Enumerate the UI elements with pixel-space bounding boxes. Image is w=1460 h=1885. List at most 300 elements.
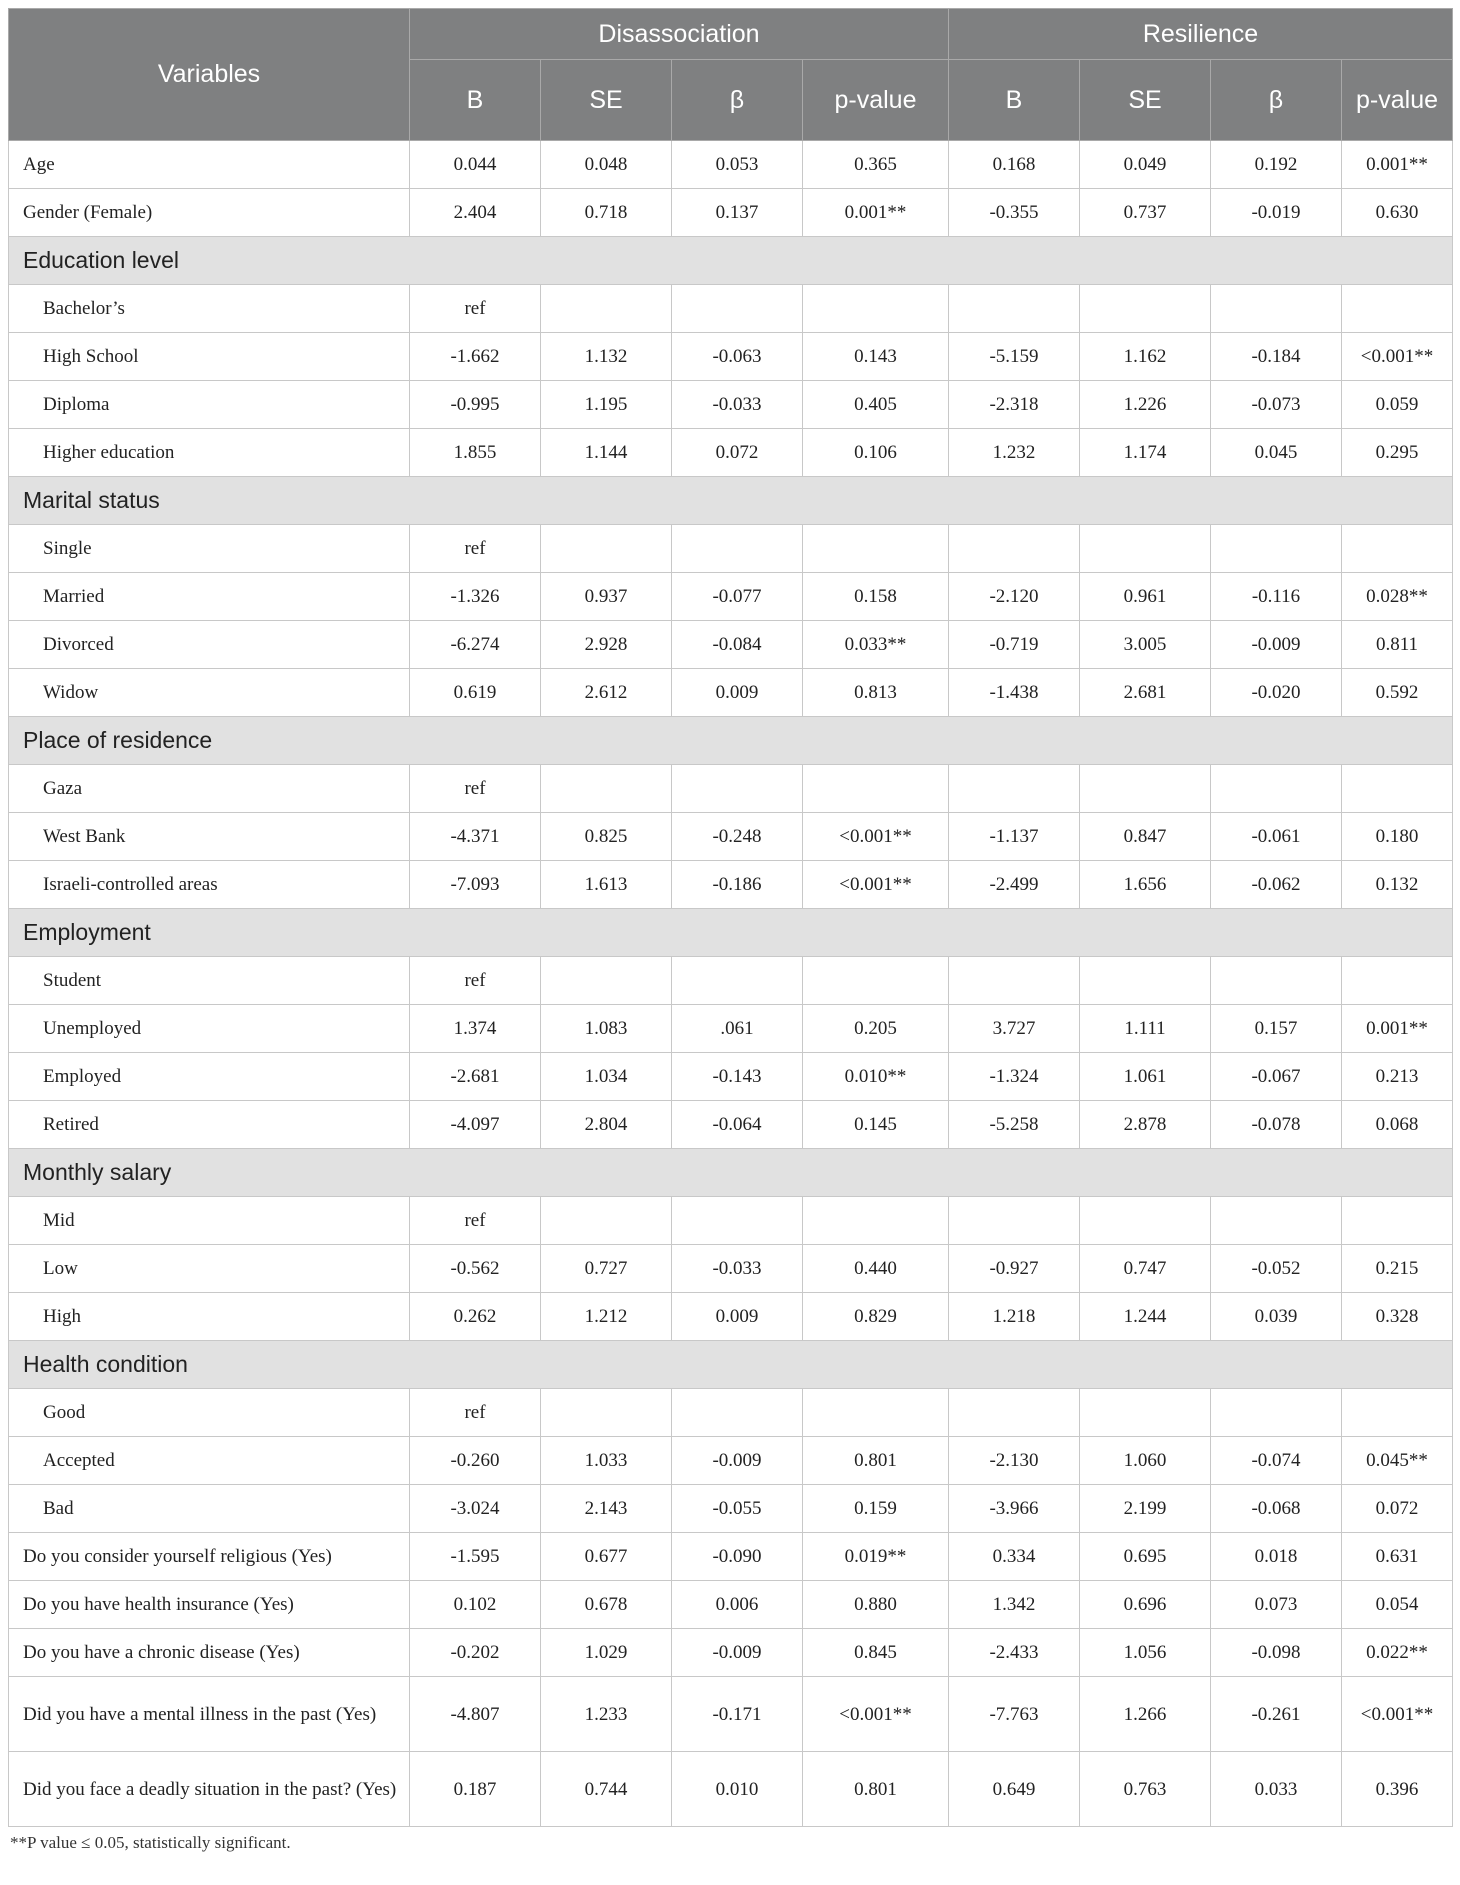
table-cell: -0.562 bbox=[410, 1245, 541, 1293]
table-cell bbox=[672, 1389, 803, 1437]
table-cell: 0.006 bbox=[672, 1581, 803, 1629]
table-cell bbox=[1342, 957, 1453, 1005]
table-row bbox=[9, 765, 1453, 813]
table-cell: 2.612 bbox=[541, 669, 672, 717]
table-cell: <0.001** bbox=[1342, 333, 1453, 381]
table-cell: -1.137 bbox=[949, 813, 1080, 861]
table-cell: 0.829 bbox=[803, 1293, 949, 1341]
section-label: Monthly salary bbox=[9, 1149, 1453, 1197]
regression-table-container bbox=[8, 8, 1452, 1853]
table-cell bbox=[949, 765, 1080, 813]
table-cell: -5.159 bbox=[949, 333, 1080, 381]
regression-table bbox=[8, 8, 1453, 1827]
col-header-b: B bbox=[949, 60, 1080, 141]
col-header-beta: β bbox=[672, 60, 803, 141]
table-cell: 0.132 bbox=[1342, 861, 1453, 909]
table-cell: 2.681 bbox=[1080, 669, 1211, 717]
table-cell: 0.053 bbox=[672, 141, 803, 189]
table-cell: 1.226 bbox=[1080, 381, 1211, 429]
table-row bbox=[9, 1752, 1453, 1827]
table-cell: -0.355 bbox=[949, 189, 1080, 237]
table-cell: -0.055 bbox=[672, 1485, 803, 1533]
table-cell: -0.019 bbox=[1211, 189, 1342, 237]
table-cell bbox=[1211, 957, 1342, 1005]
section-row bbox=[9, 1341, 1453, 1389]
table-cell: -0.061 bbox=[1211, 813, 1342, 861]
table-cell: 1.195 bbox=[541, 381, 672, 429]
table-cell: 0.747 bbox=[1080, 1245, 1211, 1293]
table-row bbox=[9, 381, 1453, 429]
table-cell bbox=[1342, 1389, 1453, 1437]
table-cell: 0.845 bbox=[803, 1629, 949, 1677]
table-cell bbox=[672, 525, 803, 573]
table-cell: 1.144 bbox=[541, 429, 672, 477]
table-cell bbox=[1211, 285, 1342, 333]
variable-label: Divorced bbox=[9, 621, 410, 669]
table-cell: 0.073 bbox=[1211, 1581, 1342, 1629]
table-cell: -6.274 bbox=[410, 621, 541, 669]
table-cell: <0.001** bbox=[803, 861, 949, 909]
variable-label: Retired bbox=[9, 1101, 410, 1149]
table-cell: 1.232 bbox=[949, 429, 1080, 477]
table-cell: 2.404 bbox=[410, 189, 541, 237]
table-cell: -0.033 bbox=[672, 1245, 803, 1293]
variable-label: Did you have a mental illness in the past (Yes) bbox=[9, 1677, 410, 1752]
table-cell: -0.064 bbox=[672, 1101, 803, 1149]
table-cell: -0.202 bbox=[410, 1629, 541, 1677]
table-cell bbox=[803, 285, 949, 333]
table-cell bbox=[949, 1197, 1080, 1245]
table-cell: 0.033 bbox=[1211, 1752, 1342, 1827]
col-header-b: B bbox=[410, 60, 541, 141]
table-cell bbox=[541, 1389, 672, 1437]
table-cell: 0.295 bbox=[1342, 429, 1453, 477]
table-row bbox=[9, 813, 1453, 861]
table-cell bbox=[672, 285, 803, 333]
section-label: Place of residence bbox=[9, 717, 1453, 765]
table-row bbox=[9, 621, 1453, 669]
table-row bbox=[9, 1005, 1453, 1053]
table-cell: 0.106 bbox=[803, 429, 949, 477]
table-cell: -0.020 bbox=[1211, 669, 1342, 717]
table-cell: 1.033 bbox=[541, 1437, 672, 1485]
table-cell: ref bbox=[410, 957, 541, 1005]
section-label: Education level bbox=[9, 237, 1453, 285]
table-cell: 0.213 bbox=[1342, 1053, 1453, 1101]
table-cell: 0.334 bbox=[949, 1533, 1080, 1581]
disassociation-header: Disassociation bbox=[410, 9, 949, 60]
table-cell: -0.033 bbox=[672, 381, 803, 429]
table-cell: -1.662 bbox=[410, 333, 541, 381]
table-cell: 0.880 bbox=[803, 1581, 949, 1629]
table-cell: 0.022** bbox=[1342, 1629, 1453, 1677]
table-cell: 0.049 bbox=[1080, 141, 1211, 189]
variable-label: Single bbox=[9, 525, 410, 573]
table-row bbox=[9, 1677, 1453, 1752]
table-cell: 0.215 bbox=[1342, 1245, 1453, 1293]
table-cell bbox=[541, 1197, 672, 1245]
table-cell: 1.218 bbox=[949, 1293, 1080, 1341]
table-cell bbox=[672, 765, 803, 813]
table-cell: 2.928 bbox=[541, 621, 672, 669]
table-cell bbox=[1211, 1389, 1342, 1437]
table-cell: 1.111 bbox=[1080, 1005, 1211, 1053]
table-cell: 0.631 bbox=[1342, 1533, 1453, 1581]
table-row bbox=[9, 669, 1453, 717]
table-cell: 0.143 bbox=[803, 333, 949, 381]
variable-label: Bad bbox=[9, 1485, 410, 1533]
table-cell: 0.009 bbox=[672, 1293, 803, 1341]
table-cell: -0.248 bbox=[672, 813, 803, 861]
section-row bbox=[9, 477, 1453, 525]
table-cell: -0.078 bbox=[1211, 1101, 1342, 1149]
table-cell: ref bbox=[410, 1197, 541, 1245]
table-row bbox=[9, 429, 1453, 477]
table-cell: 1.174 bbox=[1080, 429, 1211, 477]
table-cell: -0.090 bbox=[672, 1533, 803, 1581]
table-row bbox=[9, 141, 1453, 189]
table-cell bbox=[1080, 285, 1211, 333]
table-cell: 0.961 bbox=[1080, 573, 1211, 621]
table-cell: -4.097 bbox=[410, 1101, 541, 1149]
table-cell: -0.186 bbox=[672, 861, 803, 909]
table-cell: 0.727 bbox=[541, 1245, 672, 1293]
table-cell bbox=[949, 525, 1080, 573]
table-cell: 0.763 bbox=[1080, 1752, 1211, 1827]
variable-label: Widow bbox=[9, 669, 410, 717]
table-cell: 0.696 bbox=[1080, 1581, 1211, 1629]
footnote: **P value ≤ 0.05, statistically significant. bbox=[10, 1833, 291, 1852]
variable-label: Unemployed bbox=[9, 1005, 410, 1053]
table-row bbox=[9, 1581, 1453, 1629]
section-row bbox=[9, 237, 1453, 285]
table-cell: 0.205 bbox=[803, 1005, 949, 1053]
table-cell: -0.927 bbox=[949, 1245, 1080, 1293]
table-cell: 0.440 bbox=[803, 1245, 949, 1293]
table-cell: 0.159 bbox=[803, 1485, 949, 1533]
table-cell: 0.001** bbox=[803, 189, 949, 237]
table-cell: 1.034 bbox=[541, 1053, 672, 1101]
table-cell: -3.966 bbox=[949, 1485, 1080, 1533]
table-row bbox=[9, 1389, 1453, 1437]
table-cell bbox=[1342, 765, 1453, 813]
variable-label: Gender (Female) bbox=[9, 189, 410, 237]
table-cell: 1.083 bbox=[541, 1005, 672, 1053]
variable-label: Diploma bbox=[9, 381, 410, 429]
table-cell bbox=[1342, 285, 1453, 333]
table-cell bbox=[803, 525, 949, 573]
table-cell: -3.024 bbox=[410, 1485, 541, 1533]
section-row bbox=[9, 1149, 1453, 1197]
section-row bbox=[9, 717, 1453, 765]
table-cell: 0.044 bbox=[410, 141, 541, 189]
table-cell: 1.342 bbox=[949, 1581, 1080, 1629]
table-row bbox=[9, 1245, 1453, 1293]
table-cell: 0.010** bbox=[803, 1053, 949, 1101]
table-cell: -4.371 bbox=[410, 813, 541, 861]
table-cell: -0.077 bbox=[672, 573, 803, 621]
table-cell: -1.324 bbox=[949, 1053, 1080, 1101]
table-cell: 0.630 bbox=[1342, 189, 1453, 237]
table-cell: -0.260 bbox=[410, 1437, 541, 1485]
table-cell: 1.613 bbox=[541, 861, 672, 909]
section-label: Employment bbox=[9, 909, 1453, 957]
table-cell: 1.233 bbox=[541, 1677, 672, 1752]
table-cell: -1.438 bbox=[949, 669, 1080, 717]
table-cell: 1.374 bbox=[410, 1005, 541, 1053]
col-header-p-value: p-value bbox=[803, 60, 949, 141]
table-cell: -0.009 bbox=[672, 1629, 803, 1677]
variable-label: Married bbox=[9, 573, 410, 621]
table-cell: 1.061 bbox=[1080, 1053, 1211, 1101]
table-cell: 0.072 bbox=[672, 429, 803, 477]
table-cell: -2.120 bbox=[949, 573, 1080, 621]
table-cell: <0.001** bbox=[1342, 1677, 1453, 1752]
table-cell: -5.258 bbox=[949, 1101, 1080, 1149]
table-cell bbox=[1342, 1197, 1453, 1245]
table-cell: 0.718 bbox=[541, 189, 672, 237]
table-cell bbox=[949, 957, 1080, 1005]
section-label: Marital status bbox=[9, 477, 1453, 525]
variable-label: West Bank bbox=[9, 813, 410, 861]
variable-label: Did you face a deadly situation in the past? (Yes) bbox=[9, 1752, 410, 1827]
table-cell: 0.405 bbox=[803, 381, 949, 429]
table-row bbox=[9, 1629, 1453, 1677]
table-cell: 3.005 bbox=[1080, 621, 1211, 669]
variable-label: Do you consider yourself religious (Yes) bbox=[9, 1533, 410, 1581]
table-cell: 0.801 bbox=[803, 1437, 949, 1485]
col-header-p-value: p-value bbox=[1342, 60, 1453, 141]
table-cell: -0.995 bbox=[410, 381, 541, 429]
table-cell bbox=[1211, 1197, 1342, 1245]
variable-label: Do you have a chronic disease (Yes) bbox=[9, 1629, 410, 1677]
table-cell: -0.098 bbox=[1211, 1629, 1342, 1677]
table-cell bbox=[803, 1389, 949, 1437]
table-row bbox=[9, 861, 1453, 909]
table-cell: 0.168 bbox=[949, 141, 1080, 189]
table-row bbox=[9, 525, 1453, 573]
table-cell: -2.681 bbox=[410, 1053, 541, 1101]
table-cell: .061 bbox=[672, 1005, 803, 1053]
table-cell: -0.074 bbox=[1211, 1437, 1342, 1485]
table-cell: 0.192 bbox=[1211, 141, 1342, 189]
table-cell: <0.001** bbox=[803, 1677, 949, 1752]
table-cell: 0.001** bbox=[1342, 141, 1453, 189]
table-cell: ref bbox=[410, 1389, 541, 1437]
table-cell: -0.719 bbox=[949, 621, 1080, 669]
table-cell bbox=[672, 957, 803, 1005]
table-cell: 0.102 bbox=[410, 1581, 541, 1629]
table-row bbox=[9, 1485, 1453, 1533]
table-cell bbox=[541, 285, 672, 333]
table-cell: -4.807 bbox=[410, 1677, 541, 1752]
table-cell: 0.695 bbox=[1080, 1533, 1211, 1581]
table-cell bbox=[1211, 765, 1342, 813]
table-cell: 0.744 bbox=[541, 1752, 672, 1827]
table-cell: 0.001** bbox=[1342, 1005, 1453, 1053]
section-label: Health condition bbox=[9, 1341, 1453, 1389]
variable-label: High bbox=[9, 1293, 410, 1341]
variable-label: Do you have health insurance (Yes) bbox=[9, 1581, 410, 1629]
table-row bbox=[9, 1053, 1453, 1101]
table-cell: 2.878 bbox=[1080, 1101, 1211, 1149]
table-cell: <0.001** bbox=[803, 813, 949, 861]
table-cell bbox=[949, 1389, 1080, 1437]
table-row bbox=[9, 189, 1453, 237]
table-cell: 1.855 bbox=[410, 429, 541, 477]
table-row bbox=[9, 957, 1453, 1005]
table-cell: ref bbox=[410, 285, 541, 333]
table-cell bbox=[949, 285, 1080, 333]
table-cell: 0.649 bbox=[949, 1752, 1080, 1827]
table-cell: -0.009 bbox=[1211, 621, 1342, 669]
table-cell: 1.162 bbox=[1080, 333, 1211, 381]
table-row bbox=[9, 333, 1453, 381]
table-row bbox=[9, 1293, 1453, 1341]
table-cell: -0.068 bbox=[1211, 1485, 1342, 1533]
table-cell: -0.052 bbox=[1211, 1245, 1342, 1293]
table-body bbox=[9, 141, 1453, 1827]
table-cell: 0.187 bbox=[410, 1752, 541, 1827]
table-cell: -2.499 bbox=[949, 861, 1080, 909]
table-cell: 0.158 bbox=[803, 573, 949, 621]
table-cell: 2.143 bbox=[541, 1485, 672, 1533]
variable-label: Higher education bbox=[9, 429, 410, 477]
table-cell: 0.019** bbox=[803, 1533, 949, 1581]
col-header-se: SE bbox=[541, 60, 672, 141]
table-cell bbox=[1080, 765, 1211, 813]
variable-label: Accepted bbox=[9, 1437, 410, 1485]
table-row bbox=[9, 1437, 1453, 1485]
table-cell: -1.326 bbox=[410, 573, 541, 621]
table-cell: -7.093 bbox=[410, 861, 541, 909]
table-cell: 0.847 bbox=[1080, 813, 1211, 861]
table-cell: 0.145 bbox=[803, 1101, 949, 1149]
table-cell bbox=[803, 957, 949, 1005]
table-cell: 0.157 bbox=[1211, 1005, 1342, 1053]
variable-label: Good bbox=[9, 1389, 410, 1437]
table-cell: 0.048 bbox=[541, 141, 672, 189]
table-cell: 1.132 bbox=[541, 333, 672, 381]
table-cell bbox=[541, 525, 672, 573]
table-cell: -0.184 bbox=[1211, 333, 1342, 381]
table-cell: -2.130 bbox=[949, 1437, 1080, 1485]
table-cell: 0.033** bbox=[803, 621, 949, 669]
table-row bbox=[9, 573, 1453, 621]
table-cell: 0.678 bbox=[541, 1581, 672, 1629]
table-cell: -0.063 bbox=[672, 333, 803, 381]
variables-header: Variables bbox=[9, 9, 410, 141]
variable-label: Age bbox=[9, 141, 410, 189]
table-cell: 0.009 bbox=[672, 669, 803, 717]
table-cell: 0.813 bbox=[803, 669, 949, 717]
variable-label: Student bbox=[9, 957, 410, 1005]
table-cell: -1.595 bbox=[410, 1533, 541, 1581]
table-cell: -0.062 bbox=[1211, 861, 1342, 909]
variable-label: Israeli-controlled areas bbox=[9, 861, 410, 909]
table-cell: 1.266 bbox=[1080, 1677, 1211, 1752]
table-cell: 0.072 bbox=[1342, 1485, 1453, 1533]
col-header-se: SE bbox=[1080, 60, 1211, 141]
table-cell bbox=[803, 1197, 949, 1245]
table-row bbox=[9, 1533, 1453, 1581]
table-cell: 0.180 bbox=[1342, 813, 1453, 861]
table-cell: 1.244 bbox=[1080, 1293, 1211, 1341]
table-cell: 0.619 bbox=[410, 669, 541, 717]
table-cell: -0.171 bbox=[672, 1677, 803, 1752]
table-cell: 0.396 bbox=[1342, 1752, 1453, 1827]
table-cell: ref bbox=[410, 525, 541, 573]
table-cell bbox=[1080, 1389, 1211, 1437]
table-cell: 3.727 bbox=[949, 1005, 1080, 1053]
table-cell bbox=[541, 765, 672, 813]
table-cell: 1.029 bbox=[541, 1629, 672, 1677]
table-cell: 0.059 bbox=[1342, 381, 1453, 429]
table-cell: -0.084 bbox=[672, 621, 803, 669]
table-cell bbox=[1342, 525, 1453, 573]
table-cell: 1.056 bbox=[1080, 1629, 1211, 1677]
variable-label: High School bbox=[9, 333, 410, 381]
table-cell bbox=[1211, 525, 1342, 573]
table-cell: 0.592 bbox=[1342, 669, 1453, 717]
table-cell: 0.677 bbox=[541, 1533, 672, 1581]
table-cell: 0.028** bbox=[1342, 573, 1453, 621]
table-cell: 0.010 bbox=[672, 1752, 803, 1827]
table-cell bbox=[1080, 957, 1211, 1005]
table-cell: 0.937 bbox=[541, 573, 672, 621]
table-cell: 2.199 bbox=[1080, 1485, 1211, 1533]
table-cell: -0.009 bbox=[672, 1437, 803, 1485]
col-header-beta: β bbox=[1211, 60, 1342, 141]
table-row bbox=[9, 285, 1453, 333]
table-cell: -0.073 bbox=[1211, 381, 1342, 429]
table-cell: 1.212 bbox=[541, 1293, 672, 1341]
table-cell: 0.068 bbox=[1342, 1101, 1453, 1149]
table-cell: 0.045** bbox=[1342, 1437, 1453, 1485]
table-cell: -0.116 bbox=[1211, 573, 1342, 621]
variable-label: Low bbox=[9, 1245, 410, 1293]
table-cell: 0.825 bbox=[541, 813, 672, 861]
table-cell bbox=[1080, 525, 1211, 573]
table-cell: -0.143 bbox=[672, 1053, 803, 1101]
table-cell: -2.318 bbox=[949, 381, 1080, 429]
table-row bbox=[9, 1197, 1453, 1245]
table-cell: 0.801 bbox=[803, 1752, 949, 1827]
table-cell: 0.328 bbox=[1342, 1293, 1453, 1341]
section-row bbox=[9, 909, 1453, 957]
resilience-header: Resilience bbox=[949, 9, 1453, 60]
table-cell: 0.262 bbox=[410, 1293, 541, 1341]
table-cell: 2.804 bbox=[541, 1101, 672, 1149]
table-cell: 0.737 bbox=[1080, 189, 1211, 237]
table-cell: 0.039 bbox=[1211, 1293, 1342, 1341]
variable-label: Bachelor’s bbox=[9, 285, 410, 333]
variable-label: Mid bbox=[9, 1197, 410, 1245]
table-cell: 0.045 bbox=[1211, 429, 1342, 477]
table-cell: 0.137 bbox=[672, 189, 803, 237]
table-cell: 0.811 bbox=[1342, 621, 1453, 669]
table-cell: -0.261 bbox=[1211, 1677, 1342, 1752]
table-cell: 0.054 bbox=[1342, 1581, 1453, 1629]
table-cell: -0.067 bbox=[1211, 1053, 1342, 1101]
table-cell: 0.018 bbox=[1211, 1533, 1342, 1581]
table-cell: ref bbox=[410, 765, 541, 813]
variable-label: Gaza bbox=[9, 765, 410, 813]
table-cell bbox=[1080, 1197, 1211, 1245]
table-cell: 1.656 bbox=[1080, 861, 1211, 909]
table-cell: 1.060 bbox=[1080, 1437, 1211, 1485]
table-row bbox=[9, 1101, 1453, 1149]
